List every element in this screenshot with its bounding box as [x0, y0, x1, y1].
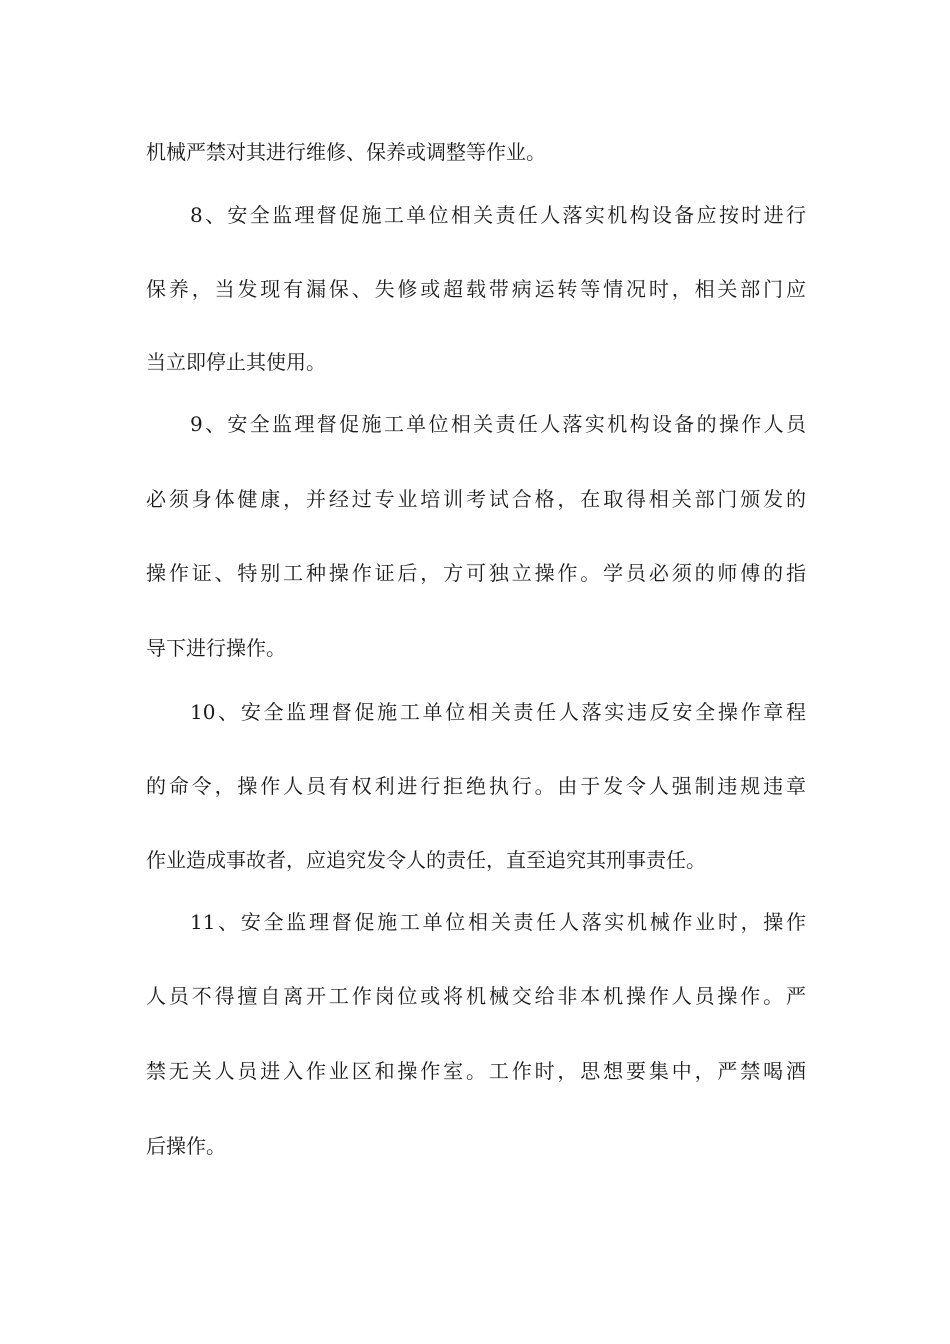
text-line: 禁无关人员进入作业区和操作室。工作时，思想要集中，严禁喝酒: [146, 1059, 806, 1083]
paragraph-11-first-line: 11、安全监理督促施工单位相关责任人落实机械作业时，操作: [190, 910, 806, 934]
text-line: 作业造成事故者，应追究发令人的责任，直至追究其刑事责任。: [146, 848, 706, 872]
paragraph-10-first-line: 10、安全监理督促施工单位相关责任人落实违反安全操作章程: [190, 700, 806, 724]
text-line: 后操作。: [146, 1134, 226, 1158]
text-line: 机械严禁对其进行维修、保养或调整等作业。: [146, 140, 546, 164]
text-line: 当立即停止其使用。: [146, 350, 326, 374]
text-line: 必须身体健康，并经过专业培训考试合格，在取得相关部门颁发的: [146, 487, 806, 511]
text-line: 人员不得擅自离开工作岗位或将机械交给非本机操作人员操作。严: [146, 984, 806, 1008]
text-line: 导下进行操作。: [146, 636, 286, 660]
text-line: 保养，当发现有漏保、失修或超载带病运转等情况时，相关部门应: [146, 277, 806, 301]
text-line: 操作证、特别工种操作证后，方可独立操作。学员必须的师傅的指: [146, 561, 806, 585]
paragraph-9-first-line: 9、安全监理督促施工单位相关责任人落实机构设备的操作人员: [190, 412, 806, 436]
paragraph-8-first-line: 8、安全监理督促施工单位相关责任人落实机构设备应按时进行: [190, 203, 806, 227]
text-line: 的命令，操作人员有权利进行拒绝执行。由于发令人强制违规违章: [146, 774, 806, 798]
